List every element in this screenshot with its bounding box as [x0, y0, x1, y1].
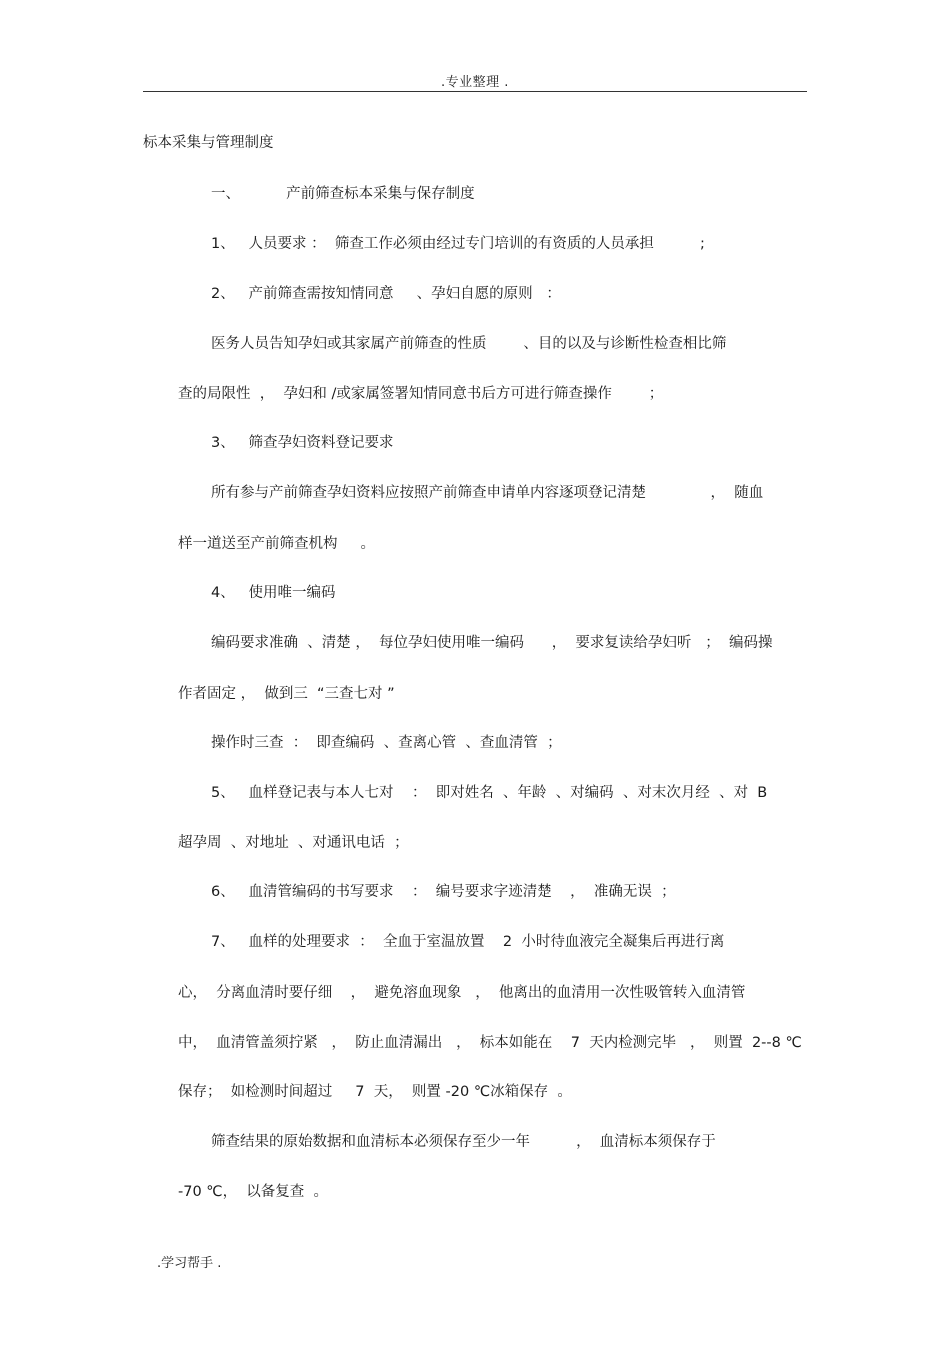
list-item-4: 4、 使用唯一编码 — [211, 585, 336, 601]
paragraph-line: 操作时三查 ： 即查编码 、查离心管 、查血清管 ； — [211, 735, 562, 751]
paragraph-line: 筛查结果的原始数据和血清标本必须保存至少一年 ， 血清标本须保存于 — [211, 1134, 716, 1150]
paragraph-line: 编码要求准确 、清楚 ， 每位孕妇使用唯一编码 ， 要求复读给孕妇听 ； 编码操 — [211, 635, 773, 651]
paragraph-line: 所有参与产前筛查孕妇资料应按照产前筛查申请单内容逐项登记清楚 ， 随血 — [211, 485, 764, 501]
paragraph-line: 保存； 如检测时间超过 7 天， 则置 -20 ℃冰箱保存 。 — [178, 1084, 572, 1100]
list-item-5: 5、 血样登记表与本人七对 ： 即对姓名 、年龄 、对编码 、对末次月经 、对 B — [211, 785, 768, 801]
paragraph-line: 中， 血清管盖须拧紧 ， 防止血清漏出 ， 标本如能在 7 天内检测完毕 ， 则置 2--8 ℃ — [178, 1035, 802, 1051]
page-footer: .学习帮手 . — [157, 1256, 222, 1271]
list-item-1: 1、 人员要求 ： 筛查工作必须由经过专门培训的有资质的人员承担 ; — [211, 236, 705, 252]
page-header: .专业整理 . — [441, 75, 509, 90]
paragraph-line: 心， 分离血清时要仔细 ， 避免溶血现象 ， 他离出的血清用一次性吸管转入血清管 — [178, 985, 746, 1001]
paragraph-line: 超孕周 、对地址 、对通讯电话 ； — [178, 835, 409, 851]
paragraph-line: 查的局限性 ， 孕妇和 /或家属签署知情同意书后方可进行筛查操作 ； — [178, 386, 664, 402]
section-heading: 一、 产前筛查标本采集与保存制度 — [211, 186, 475, 202]
list-item-2: 2、 产前筛查需按知情同意 、孕妇自愿的原则 ： — [211, 286, 561, 302]
document-title: 标本采集与管理制度 — [143, 135, 274, 151]
paragraph-line: 作者固定 ， 做到三 “三查七对 ” — [178, 686, 395, 702]
list-item-3: 3、 筛查孕妇资料登记要求 — [211, 435, 394, 451]
list-item-6: 6、 血清管编码的书写要求 ： 编号要求字迹清楚 ， 准确无误 ； — [211, 884, 676, 900]
paragraph-line: 医务人员告知孕妇或其家属产前筛查的性质 、目的以及与诊断性检查相比筛 — [211, 336, 727, 352]
list-item-7: 7、 血样的处理要求 ： 全血于室温放置 2 小时待血液完全凝集后再进行离 — [211, 934, 725, 950]
paragraph-line: -70 ℃， 以备复查 。 — [178, 1184, 329, 1200]
paragraph-line: 样一道送至产前筛查机构 。 — [178, 536, 376, 552]
header-divider — [143, 91, 807, 92]
